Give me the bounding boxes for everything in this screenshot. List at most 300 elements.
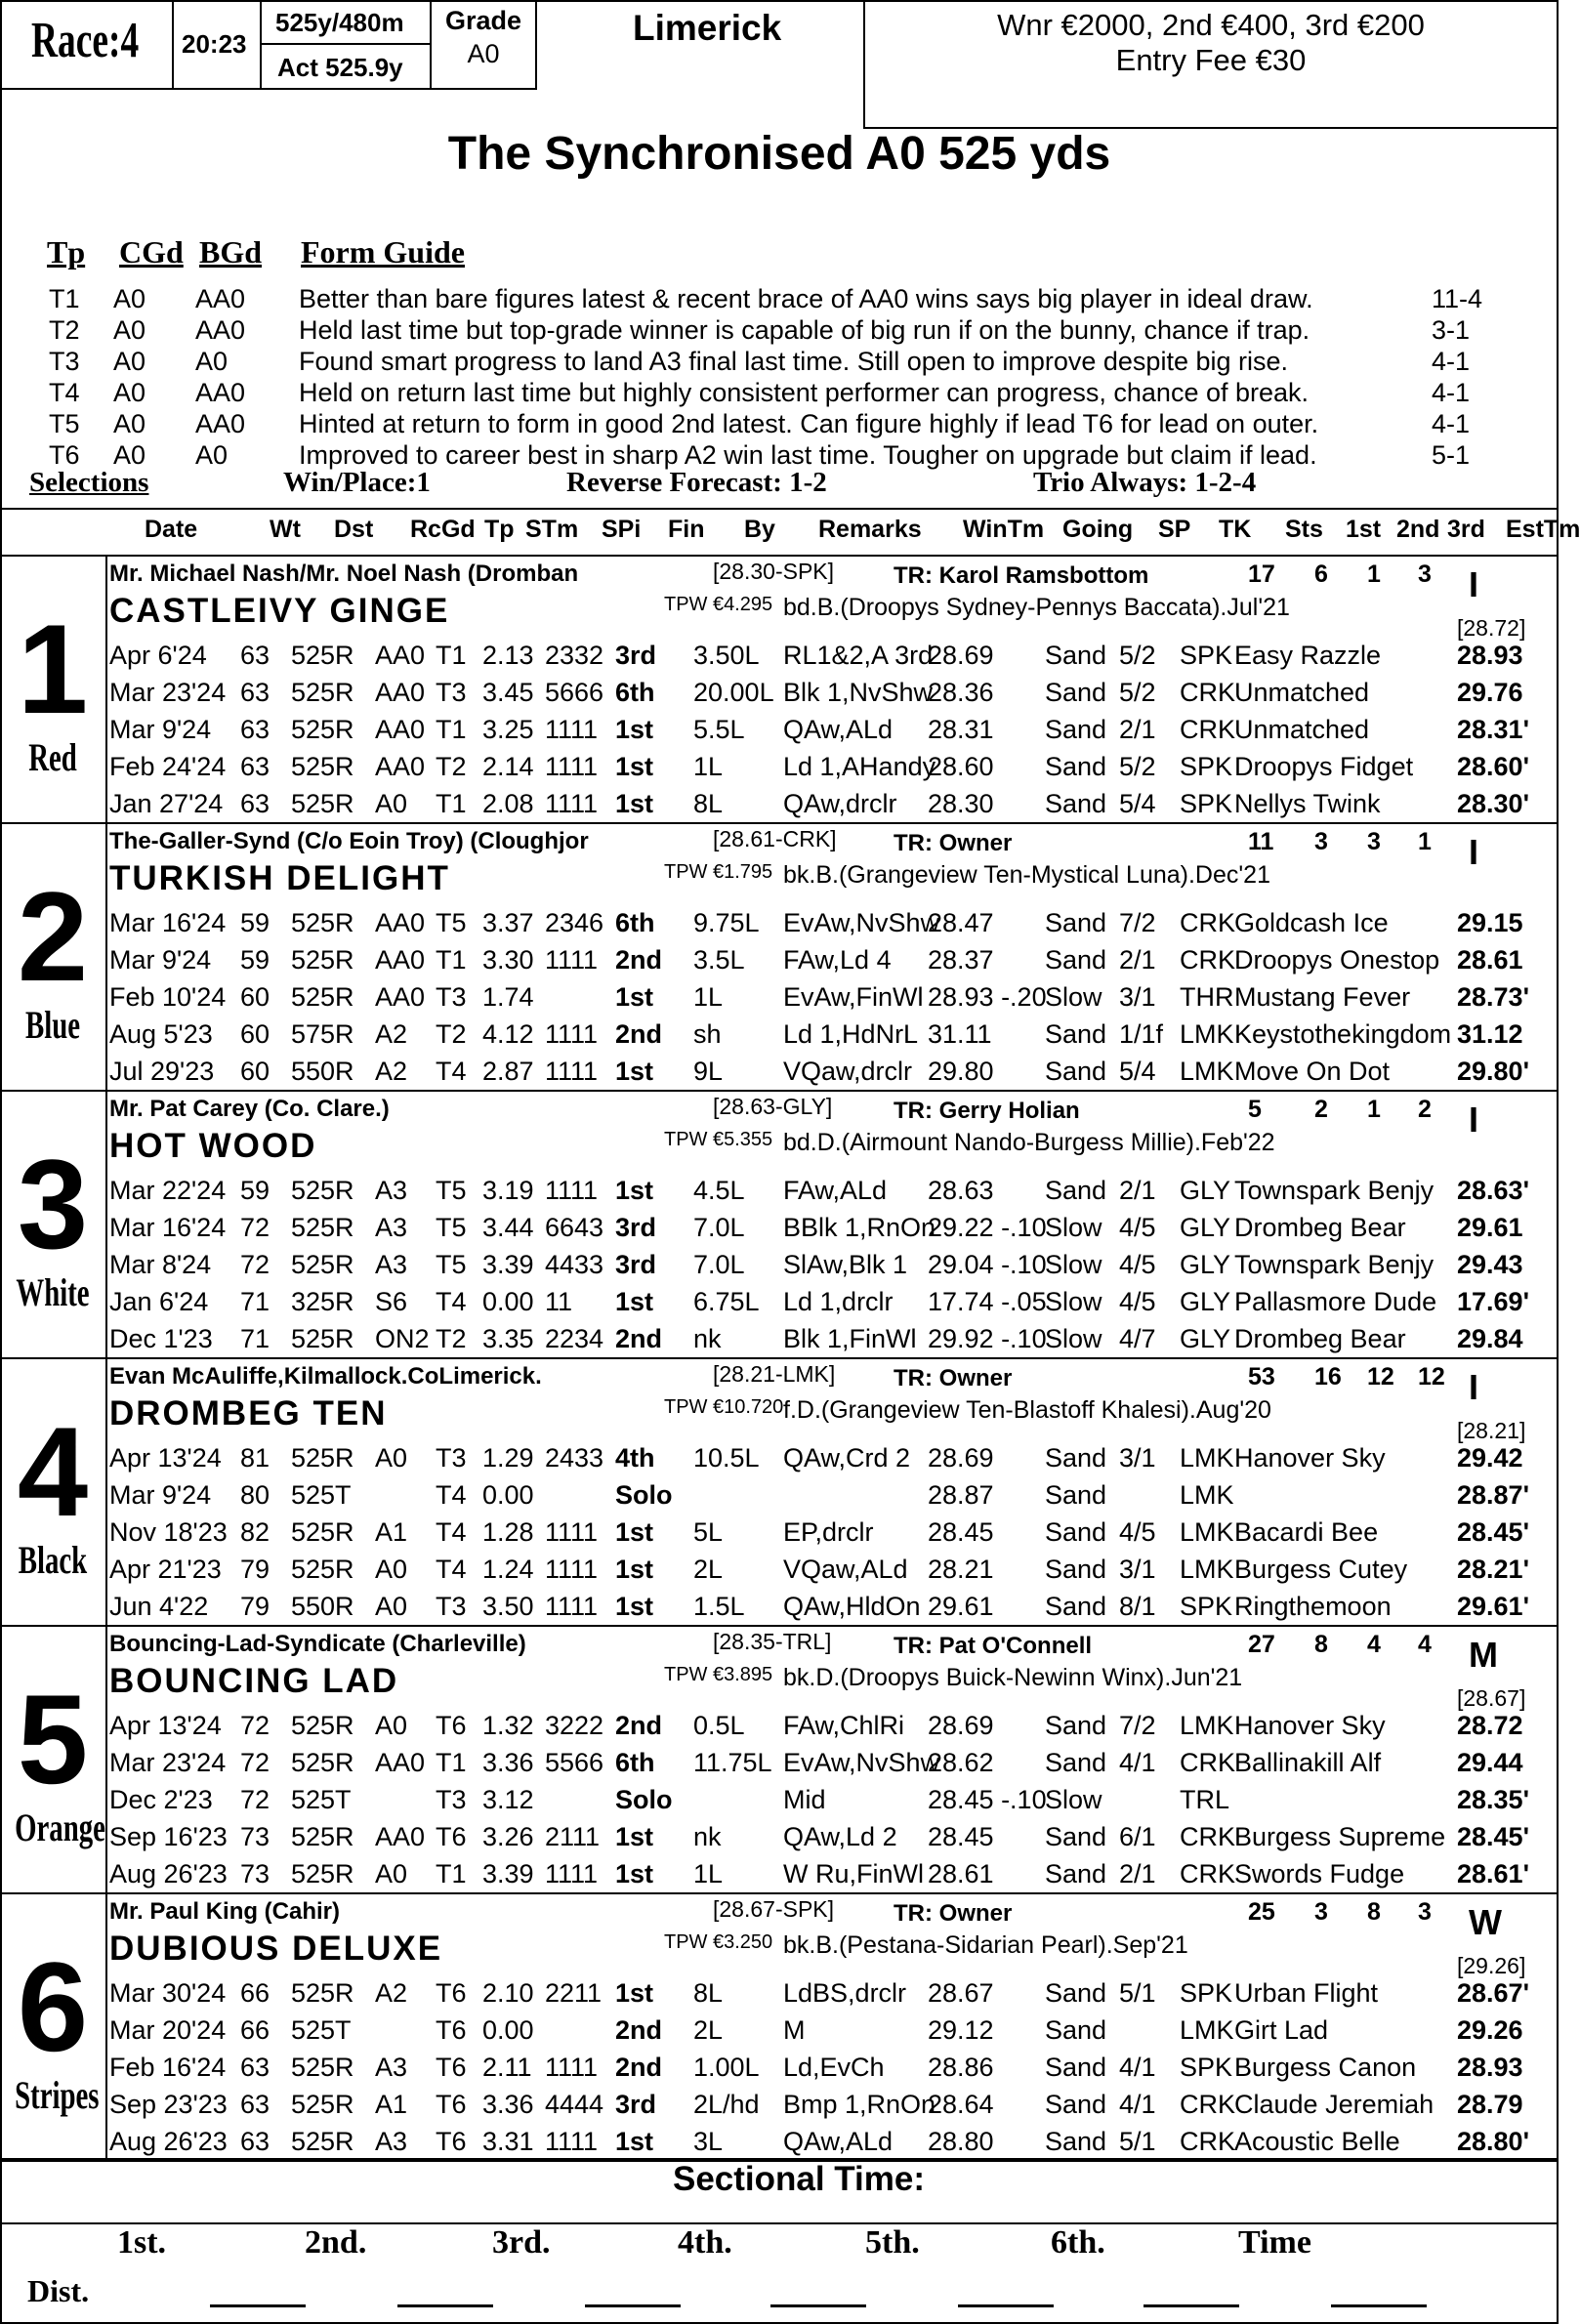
run-weight: 63	[240, 789, 270, 818]
run-grade: AA0	[375, 908, 426, 937]
run-by: nk	[693, 1324, 722, 1353]
total-prize-won: TPW €4.295	[664, 594, 773, 615]
run-going: Sand	[1045, 1859, 1107, 1888]
run-winning-time: 17.74 -.05	[928, 1287, 1047, 1316]
personal-best: [28.72]	[1457, 615, 1526, 641]
run-distance: 550R	[291, 1057, 354, 1086]
form-line	[109, 2012, 1545, 2049]
run-track: LMK	[1180, 1480, 1234, 1510]
run-track: SPK	[1180, 1592, 1233, 1621]
run-winning-time: 28.45	[928, 1517, 994, 1547]
run-date: Mar 20'24	[109, 2015, 227, 2045]
write-in-line[interactable]	[585, 2304, 681, 2307]
trainer-name: TR: Pat O'Connell	[894, 1633, 1093, 1659]
run-going: Slow	[1045, 1287, 1102, 1316]
run-by: 2L	[693, 1555, 724, 1584]
run-track: GLY	[1180, 1324, 1231, 1353]
run-est-time: 29.43	[1457, 1250, 1523, 1279]
run-grade: A3	[375, 1176, 408, 1205]
form-line	[109, 1514, 1545, 1551]
runner-rating: W	[1469, 1902, 1502, 1942]
stat-second: 1	[1367, 1096, 1381, 1123]
run-winner: Urban Flight	[1234, 1978, 1379, 2008]
form-line	[109, 1320, 1545, 1357]
run-split-positions: 1111	[545, 1592, 599, 1621]
write-in-line[interactable]	[210, 2304, 306, 2307]
run-grade: A3	[375, 2127, 408, 2156]
runner-rating: I	[1469, 832, 1479, 872]
stat-third: 3	[1418, 1898, 1432, 1926]
run-winning-time: 28.69	[928, 1711, 994, 1740]
run-by: 9L	[693, 1057, 724, 1086]
column-header: TK	[1219, 516, 1252, 543]
run-starting-price: 4/5	[1119, 1517, 1156, 1547]
place-label: 4th.	[678, 2224, 732, 2261]
run-remarks: EP,drclr	[783, 1517, 874, 1547]
run-winning-time: 28.69	[928, 1443, 994, 1473]
trap-divider	[105, 824, 107, 1092]
run-remarks: Ld 1,drclr	[783, 1287, 894, 1316]
form-guide-trap: T3	[49, 347, 80, 376]
form-guide-current-grade: A0	[113, 378, 146, 407]
run-going: Sand	[1045, 2053, 1107, 2082]
run-distance: 525R	[291, 1978, 354, 2008]
owner-name: Mr. Paul King (Cahir)	[109, 1898, 341, 1925]
trap-number: 1	[17, 598, 89, 740]
run-split-positions: 1111	[545, 1176, 599, 1205]
grade-box	[430, 0, 537, 90]
breeding: bd.D.(Airmount Nando-Burgess Millie).Feb'22	[783, 1129, 1275, 1156]
run-winning-time: 28.47	[928, 908, 994, 937]
form-line	[109, 1855, 1545, 1892]
run-sectional: 3.39	[482, 1250, 534, 1279]
run-going: Slow	[1045, 982, 1102, 1012]
run-by: 11.75L	[693, 1748, 772, 1777]
run-remarks: Blk 1,NvShw	[783, 678, 934, 707]
run-sectional: 3.26	[482, 1822, 534, 1851]
run-distance: 525R	[291, 641, 354, 670]
runner-block	[0, 557, 1559, 824]
run-distance: 525R	[291, 715, 354, 744]
race-distance: 525y/480m	[275, 8, 404, 37]
run-going: Sand	[1045, 1176, 1107, 1205]
breeding: f.D.(Grangeview Ten-Blastoff Khalesi).Aug'20	[783, 1396, 1271, 1424]
run-finish: 2nd	[615, 1019, 663, 1049]
run-trap: T3	[436, 982, 467, 1012]
trap-colour: Blue	[24, 1003, 81, 1047]
form-guide-comment: Held last time but top-grade winner is capable of big run if on the bunny, chance if trap.	[299, 315, 1310, 345]
form-line	[109, 748, 1545, 785]
run-date: Aug 26'23	[109, 1859, 228, 1888]
distance-box	[260, 0, 432, 45]
form-line	[109, 1016, 1545, 1053]
write-in-line[interactable]	[1143, 2304, 1239, 2307]
run-by: 7.0L	[693, 1250, 745, 1279]
run-trap: T5	[436, 1250, 467, 1279]
actual-distance-box	[260, 43, 432, 90]
run-sectional: 1.74	[482, 982, 534, 1012]
trap-colour: Orange	[15, 1805, 105, 1849]
run-track: TRL	[1180, 1785, 1230, 1814]
owner-name: Bouncing-Lad-Syndicate (Charleville)	[109, 1631, 526, 1657]
write-in-line[interactable]	[770, 2304, 866, 2307]
run-est-time: 28.35'	[1457, 1785, 1529, 1814]
run-sectional: 0.00	[482, 2015, 534, 2045]
run-starting-price: 2/1	[1119, 1859, 1156, 1888]
run-date: Mar 16'24	[109, 908, 227, 937]
run-date: Sep 16'23	[109, 1822, 228, 1851]
run-sectional: 3.36	[482, 1748, 534, 1777]
form-line	[109, 1283, 1545, 1320]
run-date: Jul 29'23	[109, 1057, 215, 1086]
stat-first: 3	[1314, 1898, 1328, 1926]
selections-label: Selections	[29, 467, 149, 498]
run-weight: 59	[240, 945, 270, 975]
column-header: Tp	[484, 516, 515, 543]
run-date: Mar 30'24	[109, 1978, 227, 2008]
form-guide	[0, 234, 1559, 498]
run-remarks: SlAw,Blk 1	[783, 1250, 908, 1279]
total-prize-won: TPW €3.250	[664, 1931, 773, 1953]
stat-sts: 53	[1248, 1363, 1275, 1390]
run-trap: T4	[436, 1517, 467, 1547]
run-distance: 525R	[291, 2090, 354, 2119]
form-guide-comment: Hinted at return to form in good 2nd latest. Can figure highly if lead T6 for lead on outer.	[299, 409, 1319, 438]
run-trap: T1	[436, 1748, 467, 1777]
run-going: Sand	[1045, 641, 1107, 670]
stat-sts: 27	[1248, 1631, 1275, 1658]
run-remarks: QAw,Crd 2	[783, 1443, 911, 1473]
race-title: The Synchronised A0 525 yds	[447, 128, 1111, 180]
run-trap: T5	[436, 1213, 467, 1242]
stat-third: 4	[1418, 1631, 1432, 1658]
run-distance: 525R	[291, 1711, 354, 1740]
run-date: Mar 22'24	[109, 1176, 227, 1205]
run-date: Dec 1'23	[109, 1324, 213, 1353]
form-line	[109, 1172, 1545, 1209]
trap-colour: Black	[18, 1538, 88, 1582]
run-weight: 66	[240, 2015, 270, 2045]
run-finish: 1st	[615, 715, 654, 744]
run-starting-price: 5/2	[1119, 752, 1156, 781]
dog-name: CASTLEIVY GINGE	[109, 592, 450, 630]
run-winner: Move On Dot	[1234, 1057, 1391, 1086]
run-est-time: 28.67'	[1457, 1978, 1529, 2008]
form-guide-trap: T6	[49, 440, 80, 470]
run-grade: A3	[375, 1250, 408, 1279]
run-winner: Acoustic Belle	[1234, 2127, 1400, 2156]
run-track: GLY	[1180, 1287, 1231, 1316]
form-guide-current-grade: A0	[113, 440, 146, 470]
run-sectional: 3.50	[482, 1592, 534, 1621]
run-sectional: 4.12	[482, 1019, 534, 1049]
run-remarks: VQaw,ALd	[783, 1555, 908, 1584]
run-winning-time: 29.92 -.10	[928, 1324, 1047, 1353]
form-guide-current-grade: A0	[113, 284, 146, 313]
run-weight: 59	[240, 1176, 270, 1205]
column-header: RcGd	[410, 516, 476, 543]
form-line	[109, 637, 1545, 674]
run-by: 1L	[693, 1859, 724, 1888]
run-winner: Girt Lad	[1234, 2015, 1329, 2045]
run-split-positions: 2234	[545, 1324, 604, 1353]
column-header: Date	[145, 516, 198, 543]
win-place-selection: Win/Place:1	[283, 467, 431, 498]
write-in-line[interactable]	[958, 2304, 1054, 2307]
run-sectional: 1.29	[482, 1443, 534, 1473]
run-date: Feb 24'24	[109, 752, 227, 781]
run-weight: 63	[240, 752, 270, 781]
run-track: CRK	[1180, 1859, 1236, 1888]
run-going: Sand	[1045, 908, 1107, 937]
run-winning-time: 29.61	[928, 1592, 994, 1621]
run-finish: 4th	[615, 1443, 655, 1473]
run-split-positions: 1111	[545, 2053, 599, 2082]
run-weight: 82	[240, 1517, 270, 1547]
run-distance: 525R	[291, 789, 354, 818]
run-split-positions: 11	[545, 1287, 573, 1316]
run-trap: T3	[436, 678, 467, 707]
trainer-name: TR: Owner	[894, 1900, 1013, 1927]
run-est-time: 28.87'	[1457, 1480, 1529, 1510]
run-sectional: 3.37	[482, 908, 534, 937]
run-going: Sand	[1045, 2127, 1107, 2156]
run-starting-price: 5/4	[1119, 1057, 1156, 1086]
runner-rating: I	[1469, 564, 1479, 604]
run-winning-time: 29.80	[928, 1057, 994, 1086]
stat-first: 8	[1314, 1631, 1328, 1658]
run-split-positions: 1111	[545, 1555, 599, 1584]
run-track: GLY	[1180, 1213, 1231, 1242]
run-starting-price: 5/2	[1119, 678, 1156, 707]
run-winner: Unmatched	[1234, 678, 1370, 707]
column-header: SPi	[602, 516, 642, 543]
run-weight: 59	[240, 908, 270, 937]
run-sectional: 3.25	[482, 715, 534, 744]
run-winning-time: 28.63	[928, 1176, 994, 1205]
grade-value: A0	[467, 39, 500, 68]
run-grade: A2	[375, 1057, 408, 1086]
run-split-positions: 1111	[545, 752, 599, 781]
run-by: 8L	[693, 1978, 724, 2008]
place-label: 1st.	[117, 2224, 167, 2261]
column-header: Wt	[270, 516, 301, 543]
run-starting-price: 4/5	[1119, 1250, 1156, 1279]
run-est-time: 28.63'	[1457, 1176, 1529, 1205]
run-starting-price: 3/1	[1119, 1555, 1156, 1584]
run-finish: 2nd	[615, 2053, 663, 2082]
write-in-line[interactable]	[397, 2304, 493, 2307]
run-sectional: 2.13	[482, 641, 534, 670]
trap-divider	[105, 1894, 107, 2162]
form-guide-head-cgd: CGd	[119, 234, 184, 270]
run-remarks: EvAw,FinWl	[783, 982, 924, 1012]
breeding: bk.B.(Pestana-Sidarian Pearl).Sep'21	[783, 1931, 1188, 1959]
run-by: 1L	[693, 752, 724, 781]
form-line	[109, 904, 1545, 941]
run-finish: 1st	[615, 2127, 654, 2156]
run-winner: Burgess Canon	[1234, 2053, 1417, 2082]
run-est-time: 28.73'	[1457, 982, 1529, 1012]
run-track: SPK	[1180, 2053, 1233, 2082]
run-winner: Unmatched	[1234, 715, 1370, 744]
run-trap: T1	[436, 715, 467, 744]
run-remarks: LdBS,drclr	[783, 1978, 907, 2008]
trap-colour: Red	[28, 735, 77, 779]
column-header: Going	[1062, 516, 1134, 543]
run-remarks: QAw,Ld 2	[783, 1822, 897, 1851]
run-est-time: 31.12	[1457, 1019, 1523, 1049]
runner-block	[0, 824, 1559, 1092]
run-grade: A0	[375, 1555, 408, 1584]
total-prize-won: TPW €10.720	[664, 1396, 784, 1418]
run-distance: 525R	[291, 678, 354, 707]
run-track: LMK	[1180, 2015, 1234, 2045]
run-est-time: 28.30'	[1457, 789, 1529, 818]
run-grade: AA0	[375, 982, 426, 1012]
write-in-line[interactable]	[1331, 2304, 1427, 2307]
run-remarks: BBlk 1,RnOn	[783, 1213, 936, 1242]
run-winner: Goldcash Ice	[1234, 908, 1389, 937]
run-split-positions: 2346	[545, 908, 604, 937]
run-finish: 6th	[615, 1748, 655, 1777]
run-grade: AA0	[375, 1822, 426, 1851]
form-guide-odds: 5-1	[1432, 440, 1471, 470]
run-winning-time: 28.45 -.10	[928, 1785, 1047, 1814]
run-trap: T5	[436, 908, 467, 937]
form-line	[109, 1818, 1545, 1855]
run-distance: 525R	[291, 1822, 354, 1851]
run-remarks: EvAw,NvShw	[783, 1748, 940, 1777]
run-split-positions: 1111	[545, 1057, 599, 1086]
run-finish: 2nd	[615, 2015, 663, 2045]
run-sectional: 1.32	[482, 1711, 534, 1740]
run-finish: 1st	[615, 982, 654, 1012]
run-grade: A0	[375, 1592, 408, 1621]
run-sectional: 2.08	[482, 789, 534, 818]
run-split-positions: 4444	[545, 2090, 604, 2119]
run-winning-time: 28.62	[928, 1748, 994, 1777]
form-guide-trap: T4	[49, 378, 80, 407]
form-line	[109, 1744, 1545, 1781]
run-winning-time: 28.30	[928, 789, 994, 818]
breeding: bk.B.(Grangeview Ten-Mystical Luna).Dec'21	[783, 861, 1270, 889]
run-starting-price: 8/1	[1119, 1592, 1156, 1621]
run-weight: 63	[240, 715, 270, 744]
reverse-forecast-selection: Reverse Forecast: 1-2	[566, 467, 827, 498]
run-trap: T4	[436, 1057, 467, 1086]
column-header: WinTm	[963, 516, 1045, 543]
run-going: Sand	[1045, 1711, 1107, 1740]
run-trap: T1	[436, 641, 467, 670]
run-track: LMK	[1180, 1443, 1234, 1473]
form-line	[109, 674, 1545, 711]
run-finish: 1st	[615, 1517, 654, 1547]
total-prize-won: TPW €3.895	[664, 1664, 773, 1685]
run-distance: 525R	[291, 1443, 354, 1473]
run-trap: T3	[436, 1443, 467, 1473]
trainer-name: TR: Owner	[894, 1365, 1013, 1391]
run-winner: Burgess Cutey	[1234, 1555, 1408, 1584]
run-finish: 3rd	[615, 2090, 657, 2119]
run-starting-price: 5/1	[1119, 1978, 1156, 2008]
run-trap: T6	[436, 2127, 467, 2156]
run-est-time: 28.79	[1457, 2090, 1523, 2119]
run-split-positions: 6643	[545, 1213, 604, 1242]
run-date: Mar 9'24	[109, 1480, 212, 1510]
form-line	[109, 1588, 1545, 1625]
run-finish: 1st	[615, 789, 654, 818]
runner-rating: M	[1469, 1635, 1498, 1675]
place-label: 2nd.	[305, 2224, 367, 2261]
owner-name: The-Galler-Synd (C/o Eoin Troy) (Cloughjor	[109, 828, 589, 854]
best-time-track: [28.21-LMK]	[713, 1361, 836, 1387]
run-trap: T6	[436, 2053, 467, 2082]
run-est-time: 28.80'	[1457, 2127, 1529, 2156]
run-sectional: 3.19	[482, 1176, 534, 1205]
run-weight: 63	[240, 2127, 270, 2156]
run-split-positions: 1111	[545, 2127, 599, 2156]
run-going: Slow	[1045, 1785, 1102, 1814]
form-line	[109, 941, 1545, 978]
stat-second: 4	[1367, 1631, 1381, 1658]
run-grade: AA0	[375, 678, 426, 707]
column-header: SP	[1158, 516, 1191, 543]
total-prize-won: TPW €5.355	[664, 1129, 773, 1150]
form-guide-best-grade: AA0	[195, 284, 246, 313]
run-going: Sand	[1045, 678, 1107, 707]
run-starting-price: 4/5	[1119, 1213, 1156, 1242]
form-guide-best-grade: AA0	[195, 378, 246, 407]
run-winning-time: 28.93 -.20	[928, 982, 1047, 1012]
run-going: Slow	[1045, 1213, 1102, 1242]
run-remarks: QAw,ALd	[783, 2127, 894, 2156]
run-grade: AA0	[375, 641, 426, 670]
run-grade: A2	[375, 1019, 408, 1049]
run-winning-time: 28.36	[928, 678, 994, 707]
run-going: Sand	[1045, 1480, 1107, 1510]
run-by: 20.00L	[693, 678, 774, 707]
run-sectional: 3.30	[482, 945, 534, 975]
run-winning-time: 28.64	[928, 2090, 994, 2119]
run-est-time: 28.45'	[1457, 1822, 1529, 1851]
run-track: CRK	[1180, 2127, 1236, 2156]
run-track: SPK	[1180, 789, 1233, 818]
runner-block	[0, 1359, 1559, 1627]
column-header: 2nd	[1396, 516, 1440, 543]
run-by: 3L	[693, 2127, 724, 2156]
column-header: Sts	[1285, 516, 1323, 543]
run-by: 0.5L	[693, 1711, 745, 1740]
run-remarks: Ld 1,AHandy	[783, 752, 936, 781]
run-finish: 3rd	[615, 641, 657, 670]
form-guide-comment: Improved to career best in sharp A2 win last time. Tougher on upgrade but claim if lead.	[299, 440, 1317, 470]
run-sectional: 0.00	[482, 1287, 534, 1316]
run-grade: S6	[375, 1287, 408, 1316]
run-winning-time: 28.80	[928, 2127, 994, 2156]
run-distance: 525T	[291, 2015, 352, 2045]
run-by: 2L	[693, 2015, 724, 2045]
run-by: 5.5L	[693, 715, 745, 744]
run-est-time: 29.61	[1457, 1213, 1523, 1242]
run-starting-price: 6/1	[1119, 1822, 1156, 1851]
race-time: 20:23	[182, 29, 247, 59]
run-weight: 60	[240, 982, 270, 1012]
run-by: 4.5L	[693, 1176, 745, 1205]
run-weight: 79	[240, 1555, 270, 1584]
run-split-positions: 2211	[545, 1978, 603, 2008]
run-remarks: RL1&2,A 3rd	[783, 641, 934, 670]
